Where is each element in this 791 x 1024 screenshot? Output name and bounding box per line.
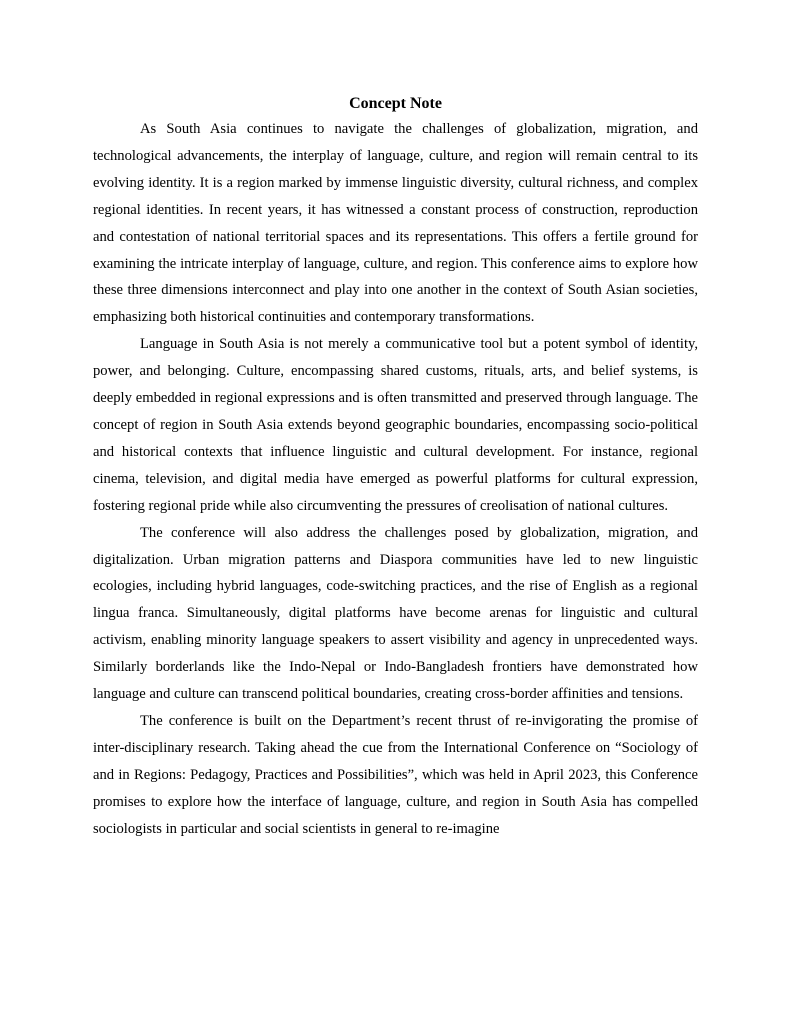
- document-title: Concept Note: [349, 95, 442, 112]
- document-page: [93, 93, 698, 842]
- paragraph-1: As South Asia continues to navigate the challenges of globalization, migration, and technological advancements, the interplay of language, culture, and region will remain central to its evolving identity. It is a region marked by immense linguistic diversity, cultural richness, and complex regional identities. In recent years, it has witnessed a constant process of construction, reproduction and contestation of national territorial spaces and its representations. This offers a fertile ground for examining the intricate interplay of language, culture, and region. This conference aims to explore how these three dimensions interconnect and play into one another in the context of South Asian societies, emphasizing both historical continuities and contemporary transformations.: [93, 121, 698, 326]
- paragraph-4: The conference is built on the Department’s recent thrust of re-invigorating the promise of inter-disciplinary research. Taking ahead the cue from the International Conference on “Sociology of and in Regions: Pedagogy, Practices and Possibilities”, which was held in April 2023, this Conference promises to explore how the interface of language, culture, and region in South Asia has compelled sociologists in particular and social scientists in general to re-imagine: [93, 712, 698, 837]
- paragraph-2: Language in South Asia is not merely a communicative tool but a potent symbol of identity, power, and belonging. Culture, encompassing shared customs, rituals, arts, and belief systems, is deeply embedded in regional expressions and is often transmitted and preserved through language. The concept of region in South Asia extends beyond geographic boundaries, encompassing socio-political and historical contexts that influence linguistic and cultural development. For instance, regional cinema, television, and digital media have emerged as powerful platforms for cultural expression, fostering regional pride while also circumventing the pressures of creolisation of national cultures.: [93, 336, 698, 514]
- paragraph-3: The conference will also address the challenges posed by globalization, migration, and digitalization. Urban migration patterns and Diaspora communities have led to new linguistic ecologies, including hybrid languages, code-switching practices, and the rise of English as a regional lingua franca. Simultaneously, digital platforms have become arenas for linguistic and cultural activism, enabling minority language speakers to assert visibility and agency in unprecedented ways. Similarly borderlands like the Indo-Nepal or Indo-Bangladesh frontiers have demonstrated how language and culture can transcend political boundaries, creating cross-border affinities and tensions.: [93, 524, 698, 703]
